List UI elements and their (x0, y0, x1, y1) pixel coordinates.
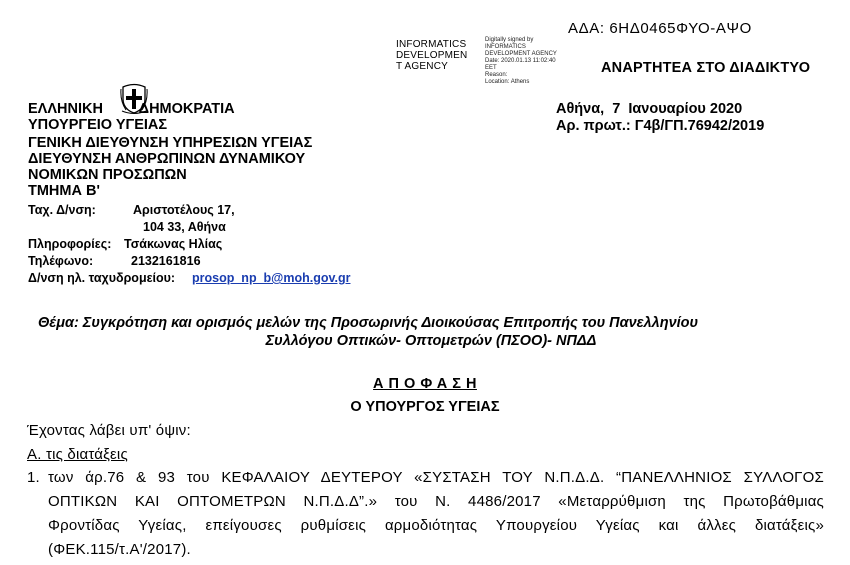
issuer-line: ΓΕΝΙΚΗ ΔΙΕΥΘΥΝΣΗ ΥΠΗΡΕΣΙΩΝ ΥΓΕΙΑΣ (28, 135, 313, 151)
signature-org-line: T AGENCY (396, 61, 448, 72)
considering-text: Έχοντας λάβει υπ' όψιν: (27, 422, 191, 439)
ada-number: ΑΔΑ: 6ΗΔ0465ΦΥΟ-ΑΨΟ (568, 20, 752, 37)
issuer-line: ΕΛΛΗΝΙΚΗ ΔΗΜΟΚΡΑΤΙΑ (28, 101, 235, 117)
signature-org-line: DEVELOPMEN (396, 50, 468, 61)
email-link[interactable]: prosop_np_b@moh.gov.gr (192, 271, 351, 285)
decision-subtitle: Ο ΥΠΟΥΡΓΟΣ ΥΓΕΙΑΣ (350, 399, 500, 415)
address-label: Ταχ. Δ/νση: (28, 203, 96, 217)
signature-detail-line: EET (485, 65, 497, 71)
publish-note: ΑΝΑΡΤΗΤΕΑ ΣΤΟ ΔΙΑΔΙΚΤΥΟ (601, 60, 811, 76)
item-line: των άρ.76 & 93 του ΚΕΦΑΛΑΙΟΥ ΔΕΥΤΕΡΟΥ «ΣΥΣΤΑΣΗ ΤΟΥ Ν.Π.Δ.Δ. “ΠΑΝΕΛΛΗΝΙΟΣ ΣΥΛΛΟΓΟΣ (48, 469, 824, 486)
issuer-block (28, 101, 312, 199)
signature-detail-line: Location: Athens (485, 79, 530, 85)
signature-detail-line: DEVELOPMENT AGENCY (485, 51, 557, 57)
info-value: Τσάκωνας Ηλίας (124, 237, 223, 251)
issuer-line: ΥΠΟΥΡΓΕΙΟ ΥΓΕΙΑΣ (28, 117, 168, 133)
subject-line: Θέμα: Συγκρότηση και ορισμός μελών της Προσωρινής Διοικούσας Επιτροπής του Πανελληνίου (38, 315, 699, 331)
signature-org (396, 39, 467, 72)
address-line: Αριστοτέλους 17, (133, 203, 235, 217)
item-line: (ΦΕΚ.115/τ.Α'/2017). (48, 541, 191, 558)
signature-org-line: INFORMATICS (396, 39, 467, 50)
info-label: Πληροφορίες: (28, 237, 112, 251)
issuer-line: ΔΙΕΥΘΥΝΣΗ ΑΝΘΡΩΠΙΝΩΝ ΔΥΝΑΜΙΚΟΥ (28, 151, 306, 167)
signature-detail-line: Digitally signed by (485, 37, 534, 43)
subject-line: Συλλόγου Οπτικών- Οπτομετρών (ΠΣΟΟ)- ΝΠΔΔ (265, 333, 597, 349)
phone-label: Τηλέφωνο: (28, 254, 94, 268)
item-line: Φροντίδας Υγείας, επείγουσες ρυθμίσεις αρμοδιότητας Υπουργείου Υγείας και άλλες διατάξεις» (48, 517, 824, 534)
issuer-line: ΤΜΗΜΑ Β' (28, 183, 100, 199)
item-number: 1. (27, 469, 40, 486)
protocol-number: Αρ. πρωτ.: Γ4β/ΓΠ.76942/2019 (556, 118, 765, 134)
issuer-line: ΝΟΜΙΚΩΝ ΠΡΟΣΩΠΩΝ (28, 167, 187, 183)
item-line: ΟΠΤΙΚΩΝ ΚΑΙ ΟΠΤΟΜΕΤΡΩΝ Ν.Π.Δ.Δ”.» του Ν. 4486/2017 «Μεταρρύθμιση της Πρωτοβάθμιας (48, 493, 824, 510)
signature-detail-line: Reason: (485, 72, 508, 78)
signature-details (485, 37, 557, 86)
address-line: 104 33, Αθήνα (143, 220, 226, 234)
place-date: Αθήνα, 7 Ιανουαρίου 2020 (556, 101, 743, 117)
decision-title: Α Π Ο Φ Α Σ Η (373, 376, 477, 392)
section-a-heading: Α. τις διατάξεις (27, 446, 128, 463)
email-label: Δ/νση ηλ. ταχυδρομείου: (28, 271, 176, 285)
signature-detail-line: INFORMATICS (485, 44, 526, 50)
signature-detail-line: Date: 2020.01.13 11:02:40 (485, 58, 556, 64)
phone-value: 2132161816 (131, 254, 201, 268)
